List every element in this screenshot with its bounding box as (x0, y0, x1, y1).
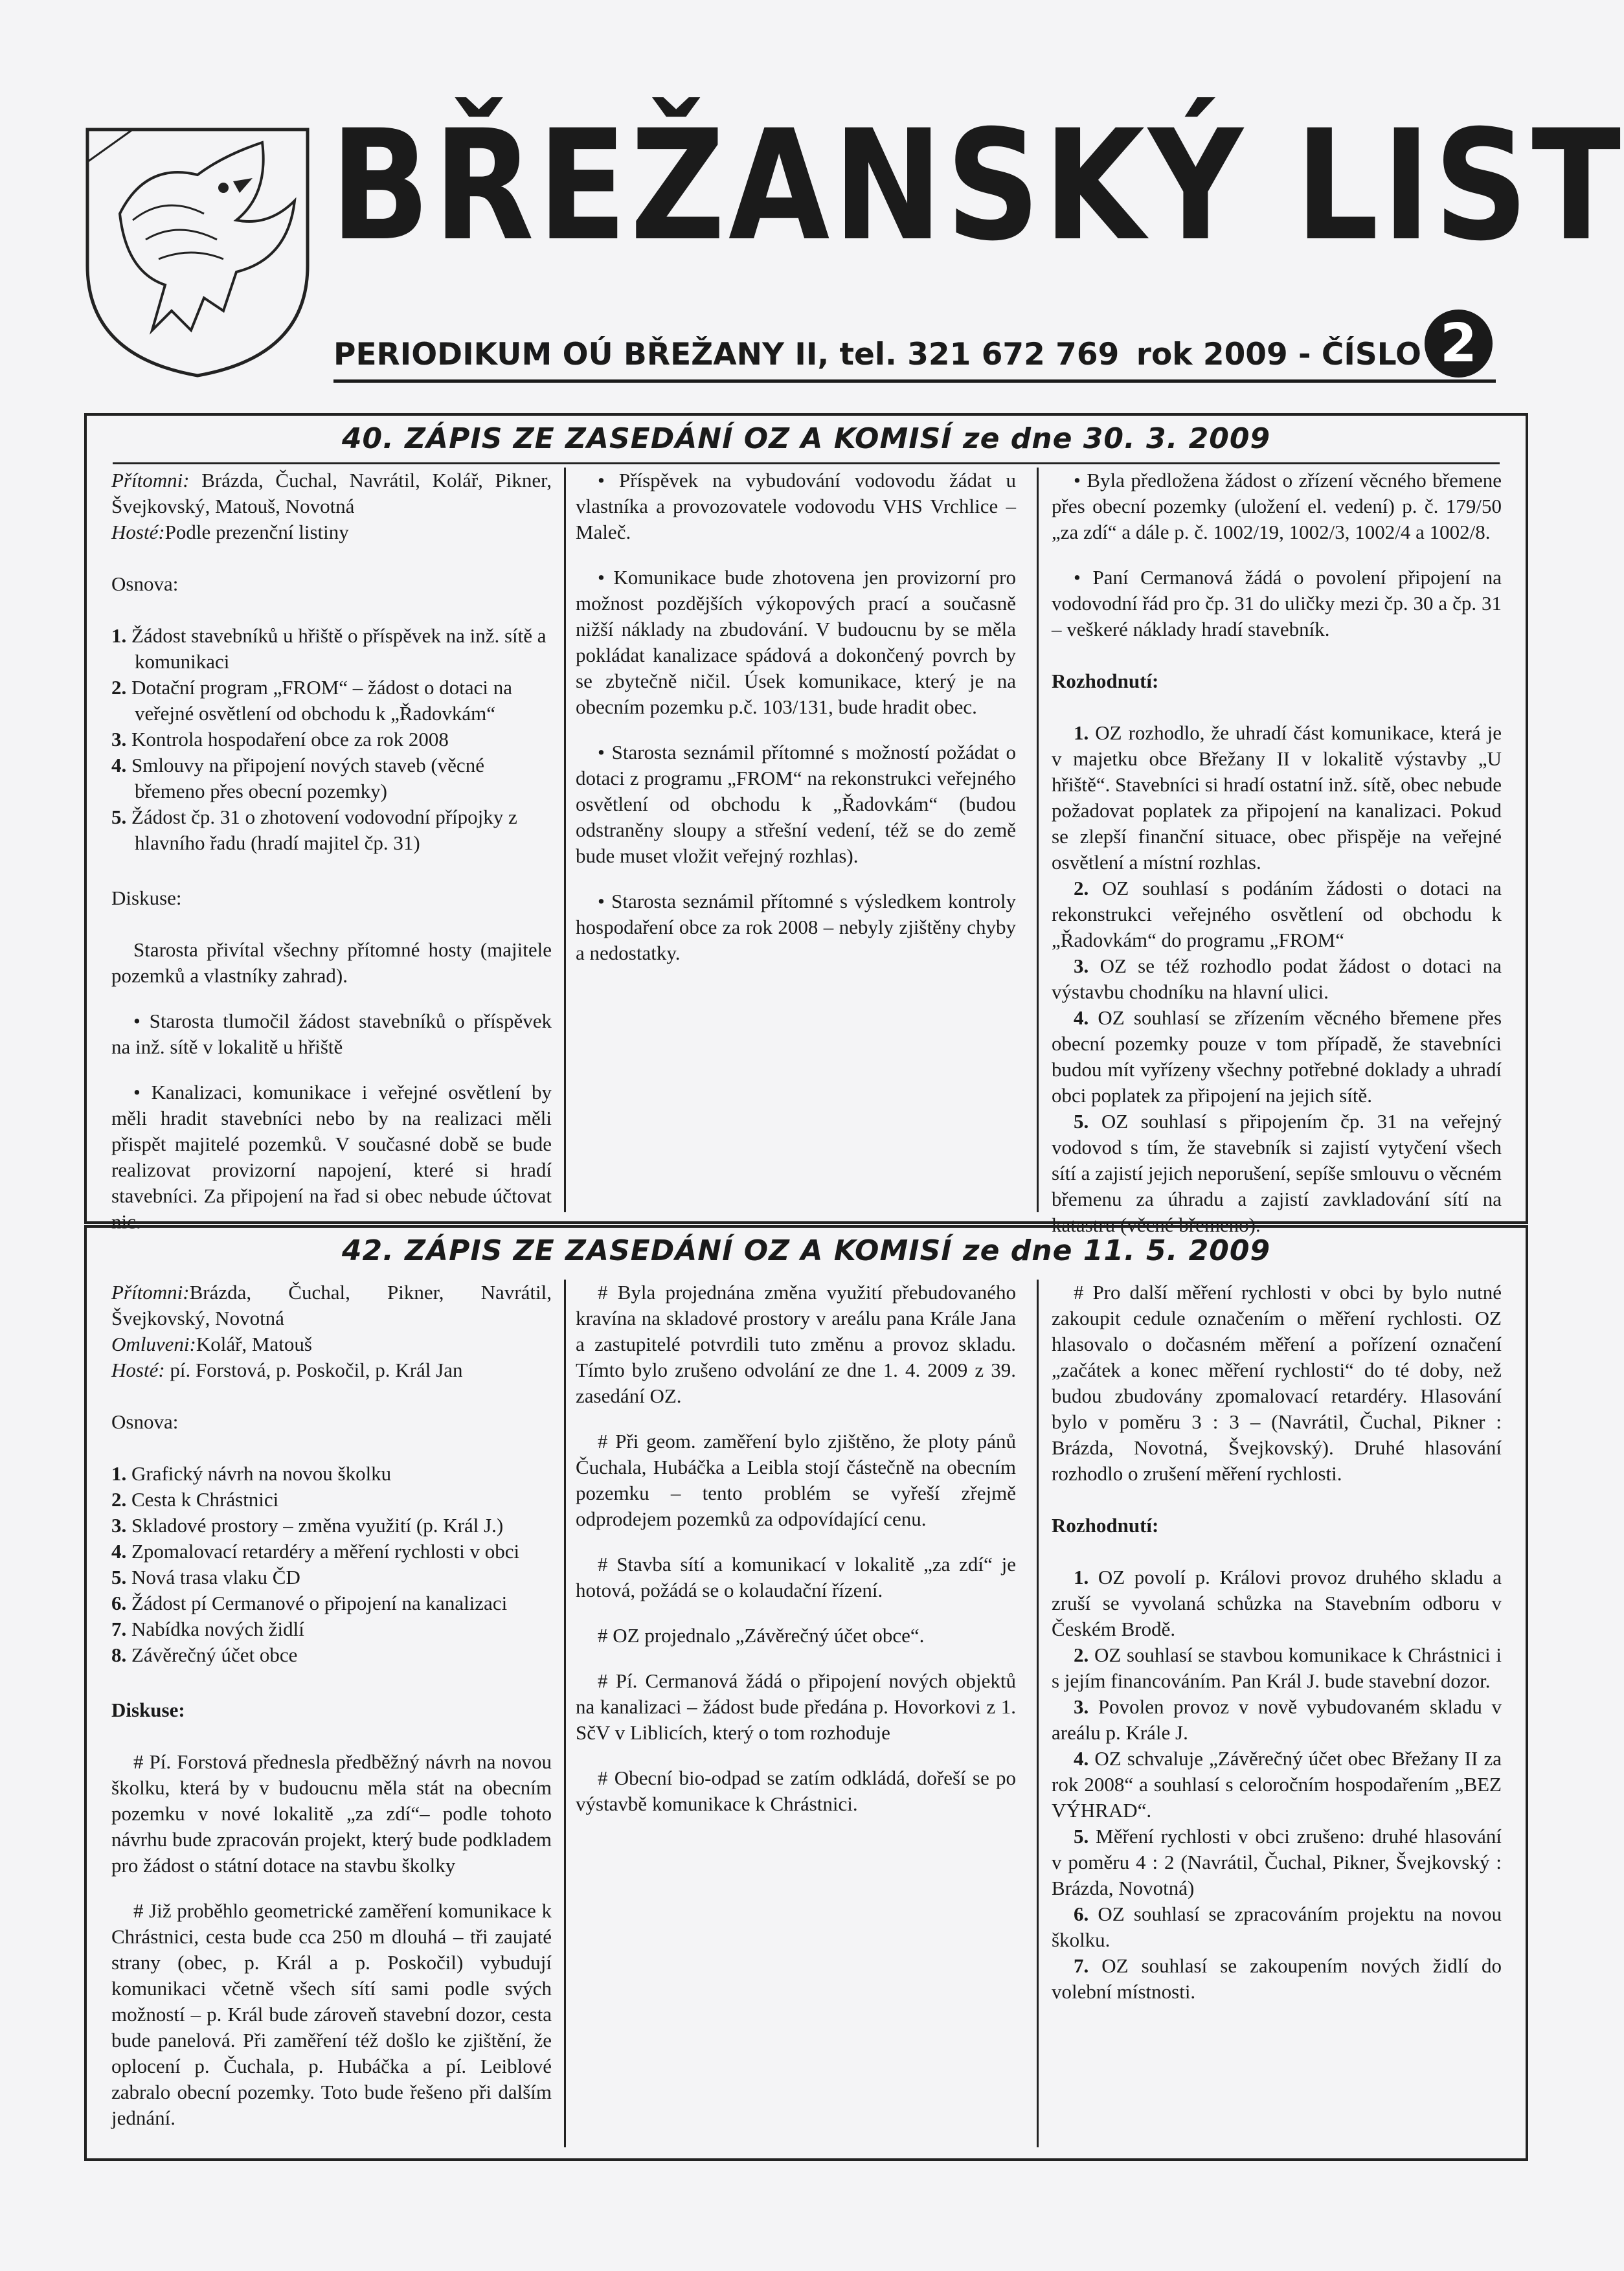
list-item: 1. Žádost stavebníků u hřiště o příspěvek na inž. sítě a komunikaci (111, 624, 547, 673)
list-item: 5. Žádost čp. 31 o zhotovení vodovodní přípojky z hlavního řadu (hradí majitel čp. 31) (111, 806, 517, 854)
discussion-paragraph: # Pro další měření rychlosti v obci by bylo nutné zakoupit cedule označením o měření rychlosti. OZ hlasovalo o dočasném měření a pořízení označení „začátek a konec měření rychlosti“ do té doby, než budou zbudovány zpomalovací retardéry. Hlasování bylo v poměru 3 : 3 – (Navrátil, Čuchal, Pikner : Brázda, Novotná, Švejkovský). Druhé hlasování rozhodlo o zrušení měření rychlosti. (1052, 1281, 1502, 1485)
discussion-label: Diskuse: (111, 1699, 185, 1721)
masthead (74, 91, 1624, 395)
list-item: 2. Cesta k Chrástnici (111, 1488, 279, 1511)
column-divider (1037, 468, 1039, 1212)
discussion-paragraph: # Již proběhlo geometrické zaměření komunikace k Chrástnici, cesta bude cca 250 m dlouhá – tři zaujaté strany (obec, p. Král a p. Poskočil) vybudují komunikaci včetně všech sítí sami podle svých možností – p. Král bude zároveň stavební dozor, cesta bude panelová. Při zaměření též došlo ke zjištění, že oplocení p. Čuchala, p. Hubáčka a pí. Leiblové zabralo obecní pozemky. Toto bude řešeno při dalším jednání. (111, 1899, 552, 2129)
minutes-section-42 (84, 1225, 1528, 2161)
list-item: 3. Skladové prostory – změna využití (p. Král J.) (111, 1514, 504, 1537)
list-item: 8. Závěrečný účet obce (111, 1644, 298, 1666)
decision-item: 4. OZ souhlasí se zřízením věcného břemene přes obecní pozemky pouze v tom případě, že stavebníci budou mít vyřízeny všechny potřebné doklady a uhradí obci poplatek za připojení na jejich sítě. (1052, 1006, 1502, 1107)
excused: Omluveni:Kolář, Matouš (111, 1333, 312, 1355)
decision-item: 5. Měření rychlosti v obci zrušeno: druhé hlasování v poměru 4 : 2 (Navrátil, Čuchal, Pikner, Švejkovský : Brázda, Novotná) (1052, 1825, 1502, 1899)
list-item: 7. Nabídka nových židlí (111, 1618, 304, 1640)
minutes-section-40 (84, 413, 1528, 1236)
discussion-paragraph: # Byla projednána změna využití přebudovaného kravína na skladové prostory v areálu pana Krále Jana a zastupitelé potvrdili tuto změnu a provoz skladu. Tímto bylo zrušeno odvolání ze dne 1. 4. 2009 z 39. zasedání OZ. (576, 1281, 1016, 1407)
discussion-paragraph: # Při geom. zaměření bylo zjištěno, že ploty pánů Čuchala, Hubáčka a Leibla stojí částečně na obecním pozemku – tento problém se vyřeší zřejmě odprodejem pozemků za odpovídající cenu. (576, 1430, 1016, 1530)
list-item: 3. Kontrola hospodaření obce za rok 2008 (111, 728, 449, 751)
list-item: 4. Zpomalovací retardéry a měření rychlosti v obci (111, 1540, 520, 1563)
list-item: 5. Nová trasa vlaku ČD (111, 1566, 300, 1588)
column-3 (1052, 1280, 1502, 2154)
decision-item: 3. OZ se též rozhodlo podat žádost o dotaci na výstavbu chodníku na hlavní ulici. (1052, 955, 1502, 1003)
decision-item: 1. OZ rozhodlo, že uhradí část komunikace, která je v majetku obce Břežany II v lokalitě výstavby „U hřiště“. Stavebníci si hradí ostatní inž. sítě, obec nebude požadovat poplatek za připojení na kanalizaci. Pokud se zlepší finanční situace, obec přispěje na veřejné osvětlení a místní rozhlas. (1052, 721, 1502, 874)
discussion-paragraph: • Starosta tlumočil žádost stavebníků o příspěvek na inž. sítě v lokalitě u hřiště (111, 1010, 552, 1058)
discussion-paragraph: • Paní Cermanová žádá o povolení připojení na vodovodní řád pro čp. 31 do uličky mezi čp. 30 a čp. 31 – veškeré náklady hradí stavebník. (1052, 566, 1502, 640)
list-item: 1. Grafický návrh na novou školku (111, 1462, 392, 1485)
discussion-paragraph: • Příspěvek na vybudování vodovodu žádat u vlastníka a provozovatele vodovodu VHS Vrchlice – Maleč. (576, 469, 1016, 543)
periodical-info: PERIODIKUM OÚ BŘEŽANY II, tel. 321 672 769 (333, 337, 1120, 372)
guests: Hosté:Podle prezenční listiny (111, 521, 349, 543)
column-1 (111, 468, 552, 1233)
agenda-label: Osnova: (111, 1410, 179, 1433)
decision-item: 1. OZ povolí p. Královi provoz druhého skladu a zruší se vyvolaná schůzka na Stavebním odboru v Českém Brodě. (1052, 1566, 1502, 1640)
decision-item: 2. OZ souhlasí se stavbou komunikace k Chrástnici i s jejím financováním. Pan Král J. bude stavební dozor. (1052, 1644, 1502, 1692)
discussion-paragraph: # Pí. Forstová přednesla předběžný návrh na novou školku, která by v budoucnu měla stát na obecním pozemku v nové lokalitě „za zdí“– podle tohoto návrhu bude zpracován projekt, který bude podkladem pro žádost o státní dotace na stavbu školky (111, 1750, 552, 1877)
column-2 (576, 468, 1016, 1219)
attendance: Přítomni: Brázda, Čuchal, Navrátil, Kolář, Pikner, Švejkovský, Matouš, Novotná (111, 469, 552, 517)
discussion-paragraph: • Starosta seznámil přítomné s výsledkem kontroly hospodaření obce za rok 2008 – nebyly zjištěny chyby a nedostatky. (576, 890, 1016, 964)
attendance: Přítomni:Brázda, Čuchal, Pikner, Navrátil, Švejkovský, Novotná (111, 1281, 552, 1329)
guests: Hosté: pí. Forstová, p. Poskočil, p. Král Jan (111, 1359, 463, 1381)
decision-item: 6. OZ souhlasí se zpracováním projektu na novou školku. (1052, 1903, 1502, 1951)
decision-item: 4. OZ schvaluje „Závěrečný účet obec Břežany II za rok 2008“ a souhlasí s celoročním hospodařením „BEZ VÝHRAD“. (1052, 1747, 1502, 1822)
discussion-paragraph: • Kanalizaci, komunikace i veřejné osvětlení by měli hradit stavebníci nebo by na realizaci měli přispět majitelé pozemků. V současné době se bude realizovat provizorní napojení, které si hradí stavebníci. Za připojení na řad si obec nebude účtovat nic. (111, 1081, 552, 1233)
decision-item: 7. OZ souhlasí se zakoupením nových židlí do volební místnosti. (1052, 1954, 1502, 2003)
agenda-list (111, 623, 552, 856)
newspaper-title: BŘEŽANSKÝ LIST (330, 98, 1624, 275)
discussion-paragraph: Starosta přivítal všechny přítomné hosty (majitele pozemků a vlastníky zahrad). (111, 938, 552, 987)
discussion-paragraph: # Obecní bio-odpad se zatím odkládá, dořeší se po výstavbě komunikace k Chrástnici. (576, 1767, 1016, 1815)
decision-item: 5. OZ souhlasí s připojením čp. 31 na veřejný vodovod s tím, že stavebník si zajistí vytyčení všech sítí a zajistí jejich neporušení, sepíše smlouvu o věcném břemenu za úhradu a zajistí zavkladování sítí na katastru (věcné břemeno). (1052, 1110, 1502, 1236)
column-divider (564, 1280, 566, 2147)
agenda-list (111, 1461, 552, 1668)
discussion-paragraph: • Byla předložena žádost o zřízení věcného břemene přes obecní pozemky (uložení el. vedení) p. č. 179/50 „za zdí“ a dále p. č. 1002/19, 1002/3, 1002/4 a 1002/8. (1052, 469, 1502, 543)
discussion-label: Diskuse: (111, 887, 182, 909)
column-1 (111, 1280, 552, 2154)
column-divider (1037, 1280, 1039, 2147)
issue-label: rok 2009 - ČÍSLO (1136, 337, 1421, 372)
column-2 (576, 1280, 1016, 2154)
column-3 (1052, 468, 1502, 1236)
discussion-paragraph: # Stavba sítí a komunikací v lokalitě „za zdí“ je hotová, požádá se o kolaudační řízení. (576, 1553, 1016, 1601)
decision-label: Rozhodnutí: (1052, 1514, 1159, 1537)
list-item: 6. Žádost pí Cermanové o připojení na kanalizaci (111, 1592, 508, 1614)
decision-label: Rozhodnutí: (1052, 670, 1159, 692)
section-heading: 42. ZÁPIS ZE ZASEDÁNÍ OZ A KOMISÍ ze dne 11. 5. 2009 (341, 1234, 1271, 1267)
masthead-subtitle-bar (333, 313, 1518, 374)
discussion-paragraph: # Pí. Cermanová žádá o připojení nových objektů na kanalizaci – žádost bude předána p. Hovorkovi z 1. SčV v Liblicích, který o tom rozhoduje (576, 1669, 1016, 1744)
list-item: 4. Smlouvy na připojení nových staveb (věcné břemeno přes obecní pozemky) (111, 754, 484, 802)
section-heading: 40. ZÁPIS ZE ZASEDÁNÍ OZ A KOMISÍ ze dne 30. 3. 2009 (341, 422, 1271, 455)
falcon-crest-icon (74, 117, 321, 382)
heading-divider (113, 462, 1500, 464)
agenda-label: Osnova: (111, 572, 179, 595)
discussion-paragraph: • Komunikace bude zhotovena jen provizorní pro možnost pozdějších výkopových prací a současně nižší náklady na zbudování. V budoucnu by se měla pokládat kanalizace spádová a dokončený povrch by se zbytečně ničil. Úsek komunikace, který je na obecním pozemku p.č. 103/131, bude hradit obec. (576, 566, 1016, 718)
list-item: 2. Dotační program „FROM“ – žádost o dotaci na veřejné osvětlení od obchodu k „Řadovkám“ (111, 676, 512, 725)
column-divider (564, 468, 566, 1212)
masthead-rule (333, 379, 1496, 383)
discussion-paragraph: # OZ projednalo „Závěrečný účet obce“. (598, 1624, 925, 1647)
decision-item: 2. OZ souhlasí s podáním žádosti o dotaci na rekonstrukci veřejného osvětlení od obchodu k „Řadovkám“ do programu „FROM“ (1052, 877, 1502, 951)
discussion-paragraph: • Starosta seznámil přítomné s možností požádat o dotaci z programu „FROM“ na rekonstrukci veřejného osvětlení od obchodu k „Řadovkám“ (budou odstraněny sloupy a střešní vedení, též se do země bude muset vložit veřejný rozhlas). (576, 741, 1016, 867)
decision-item: 3. Povolen provoz v nově vybudovaném skladu v areálu p. Krále J. (1052, 1695, 1502, 1744)
issue-number-badge: 2 (1425, 310, 1493, 378)
